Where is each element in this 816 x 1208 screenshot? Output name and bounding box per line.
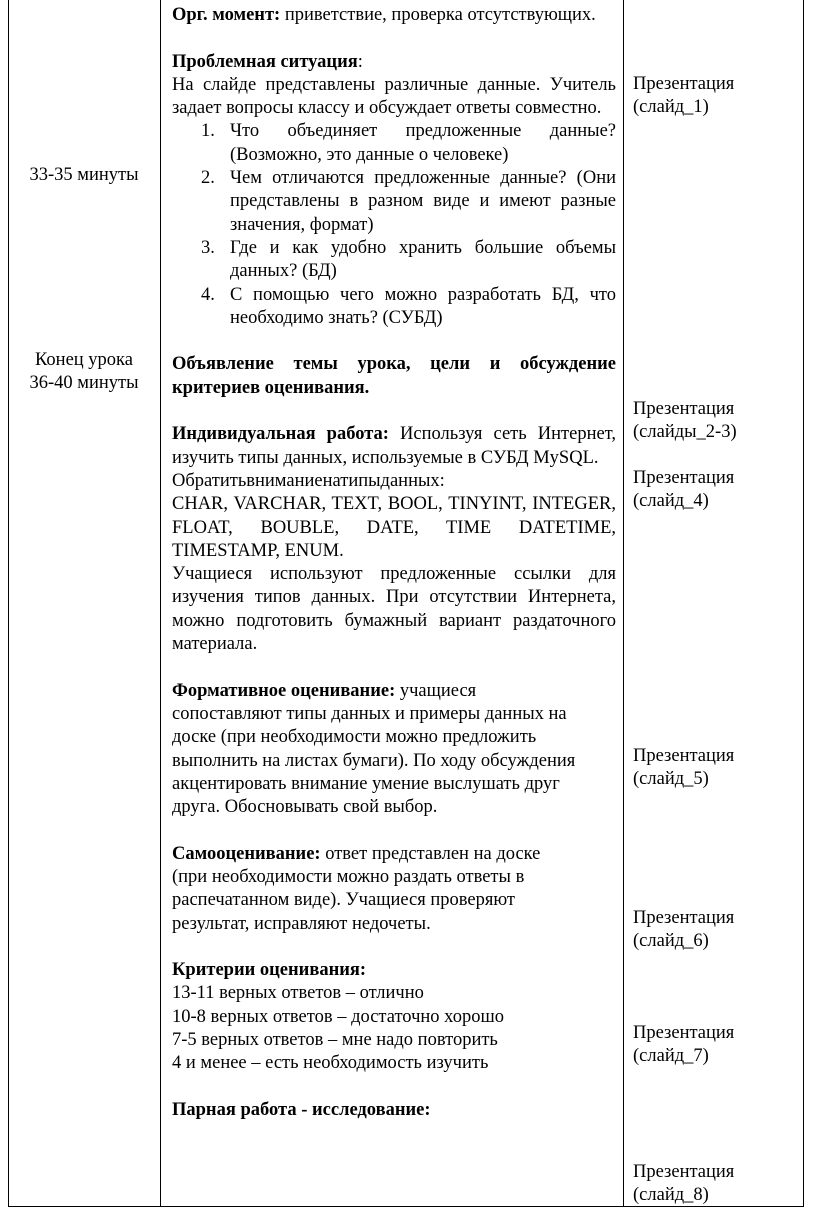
problem-text: На слайде представлены различные данные. Учитель задает вопросы классу и обсуждает ответы совместно. [172,74,616,119]
problem-label: Проблемная ситуация [172,51,358,72]
formative-line: доске (при необходимости можно предложить [172,727,537,748]
time-label: 33-35 минуты [29,165,139,185]
data-types-list: CHAR, VARCHAR, TEXT, BOOL, TINYINT, INTEGER, FLOAT, BOUBLE, DATE, TIME DATETIME, TIMESTAMP, ENUM. [172,494,616,561]
column-divider-2 [623,0,624,1207]
time-label: Конец урока [35,350,133,370]
formative-assessment: Формативное оценивание: учащиеся [172,680,477,701]
resource-line: Презентация [633,74,735,94]
resource-cell [633,73,803,120]
formative-line: выполнить на листах бумаги). По ходу обсуждения [172,750,576,771]
self-line: распечатанном виде). Учащиеся проверяют [172,890,516,911]
formative-line: сопоставляют типы данных и примеры данных на [172,703,567,724]
resource-line: (слайд_5) [633,769,709,790]
individual-instructions: Учащиеся используют предложенные ссылки для изучения типов данных. При отсутствии Интернета, можно подготовить бумажный вариант раздаточного материала. [172,564,616,655]
resource-line: (слайд_6) [633,931,709,952]
list-item: 1. Что объединяет предложенные данные? (Возможно, это данные о человеке) [201,121,616,165]
resource-line: (слайд_7) [633,1046,709,1067]
problem-heading: Проблемная ситуация: [172,51,363,72]
resource-cell [633,1022,803,1069]
resource-cell [633,1161,803,1208]
self-line: (при необходимости можно раздать ответы в [172,866,525,887]
resource-line: Презентация [633,908,735,928]
resource-line: (слайды_2-3) [633,422,737,443]
resource-line: (слайд_8) [633,1185,709,1206]
time-cell-2 [8,349,160,396]
list-item: 3. Где и как удобно хранить большие объемы данных? (БД) [201,237,616,282]
self-assessment: Самооценивание: ответ представлен на доске [172,843,541,864]
criteria-heading [172,959,616,982]
individual-note: Обратитьвниманиенатипыданных: [172,470,445,491]
resource-line: Презентация [633,746,735,766]
question-list [172,120,616,330]
criteria-label: Критерии оценивания: [172,960,367,981]
self-label: Самооценивание: [172,843,321,864]
column-divider-1 [160,0,161,1207]
formative-line: друга. Обосновывать свой выбор. [172,797,438,818]
individual-text: Используя сеть Интернет, изучить типы данных, используемые в СУБД MySQL. [172,424,616,468]
criteria-line: 4 и менее – есть необходимость изучить [172,1053,489,1074]
individual-label: Индивидуальная работа: [172,424,389,445]
criteria-line: 10-8 верных ответов – достаточно хорошо [172,1006,504,1027]
resource-cell [633,398,803,445]
content-cell [172,4,616,1122]
time-label: 36-40 минуты [29,373,139,394]
resource-line: Презентация [633,1023,735,1043]
resource-cell [633,745,803,792]
formative-line: акцентировать внимание умение выслушать друг [172,773,560,794]
criteria-line: 7-5 верных ответов – мне надо повторить [172,1030,498,1051]
criteria-line: 13-11 верных ответов – отлично [172,983,424,1004]
org-moment-label: Орг. момент: [172,5,281,25]
topic-announcement [172,353,616,400]
pair-work [172,1099,616,1122]
individual-work [172,423,616,470]
resource-line: Презентация [633,1162,735,1182]
list-item: 2. Чем отличаются предложенные данные? (Они представлены в разном виде и имеют разные значения, формат) [201,168,616,235]
formative-label: Формативное оценивание: [172,680,396,701]
org-moment [172,4,616,27]
resource-cell [633,467,803,514]
resource-line: (слайд_4) [633,491,709,512]
org-moment-text: приветствие, проверка отсутствующих. [284,5,596,25]
resource-line: Презентация [633,399,735,419]
resource-cell [633,907,803,954]
resource-line: Презентация [633,468,735,488]
topic-label: Объявление темы урока, цели и обсуждение критериев оценивания. [172,354,616,398]
self-line: результат, исправляют недочеты. [172,913,431,934]
list-item: 4. С помощью чего можно разработать БД, что необходимо знать? (СУБД) [201,284,616,328]
resource-line: (слайд_1) [633,97,709,118]
time-cell-1 [8,164,160,187]
pair-label: Парная работа - исследование: [172,1099,431,1120]
